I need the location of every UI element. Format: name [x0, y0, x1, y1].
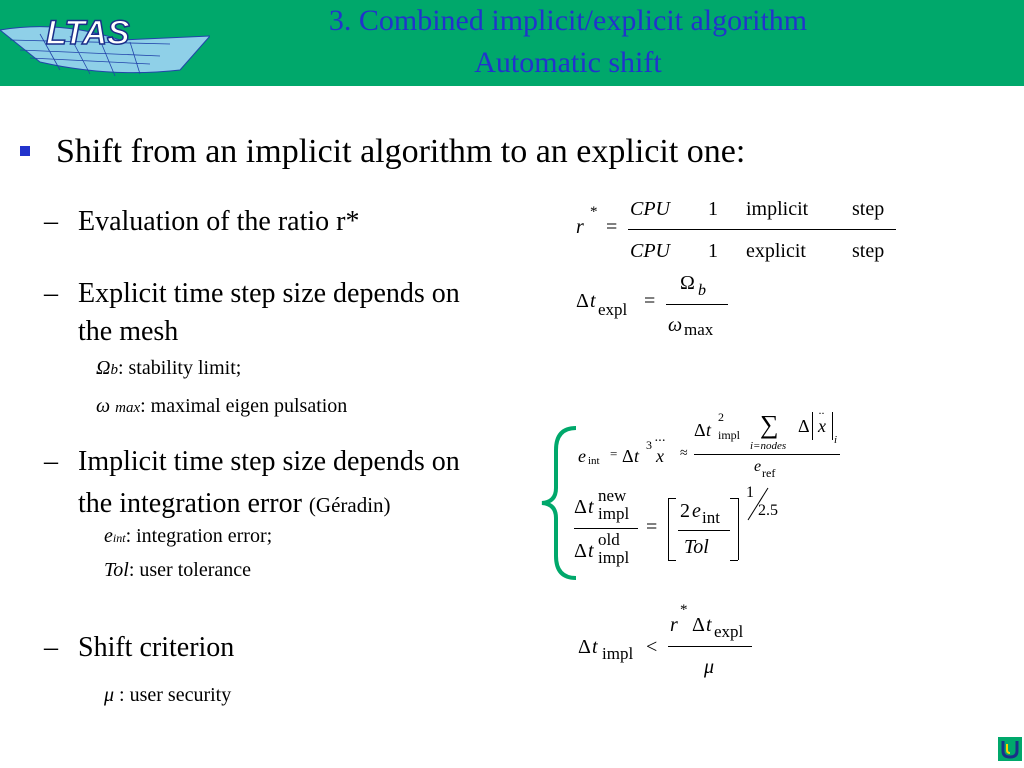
bullet-square-icon: [20, 146, 30, 156]
item-explicit-line1: Explicit time step size depends on: [78, 278, 460, 309]
header-bar: [0, 0, 1024, 86]
dash-3: –: [44, 446, 58, 477]
formula-dt-expl: Δ t expl = Ω b ω max: [574, 270, 744, 346]
item-explicit-line2: the mesh: [78, 316, 179, 347]
note-omega-b: Ωb: stability limit;: [96, 357, 242, 379]
note-mu: μ : user security: [104, 684, 232, 706]
note-omega-max: ω max: maximal eigen pulsation: [96, 395, 348, 417]
item-ratio-text: Evaluation of the ratio r*: [78, 206, 360, 237]
note-tol: Tol: user tolerance: [104, 559, 252, 581]
dash-1: –: [44, 206, 58, 237]
item-implicit-line2: the integration error (Géradin): [78, 488, 391, 519]
item-shift-text: Shift criterion: [78, 632, 235, 663]
ltas-logo-icon: [0, 0, 210, 86]
u-shape-icon: [998, 737, 1022, 761]
formula-shift-criterion: Δ t impl < r * Δ t expl μ: [576, 602, 776, 682]
formula-ratio: r * = CPU 1 implicit step CPU 1 explicit step: [570, 196, 910, 272]
slide-title: 3. Combined implicit/explicit algorithm: [328, 4, 808, 37]
dash-2: –: [44, 278, 58, 309]
university-logo-icon[interactable]: [998, 737, 1022, 761]
slide-subtitle: Automatic shift: [474, 46, 662, 79]
main-bullet-text: Shift from an implicit algorithm to an explicit one:: [56, 133, 746, 170]
item-implicit-line1: Implicit time step size depends on: [78, 446, 460, 477]
note-eint: eint: integration error;: [104, 525, 273, 547]
formula-dt-new-old: Δ t new impl Δ t old impl = 2 e int Tol 1 2.5: [574, 484, 778, 567]
svg-text:LTAS: LTAS: [46, 14, 130, 52]
formula-e-int: e int = Δ t 3 ··· x ≈ Δ t 2 impl ∑ i=nodes Δ ·· x i e ref: [576, 404, 856, 484]
dash-4: –: [44, 632, 58, 663]
